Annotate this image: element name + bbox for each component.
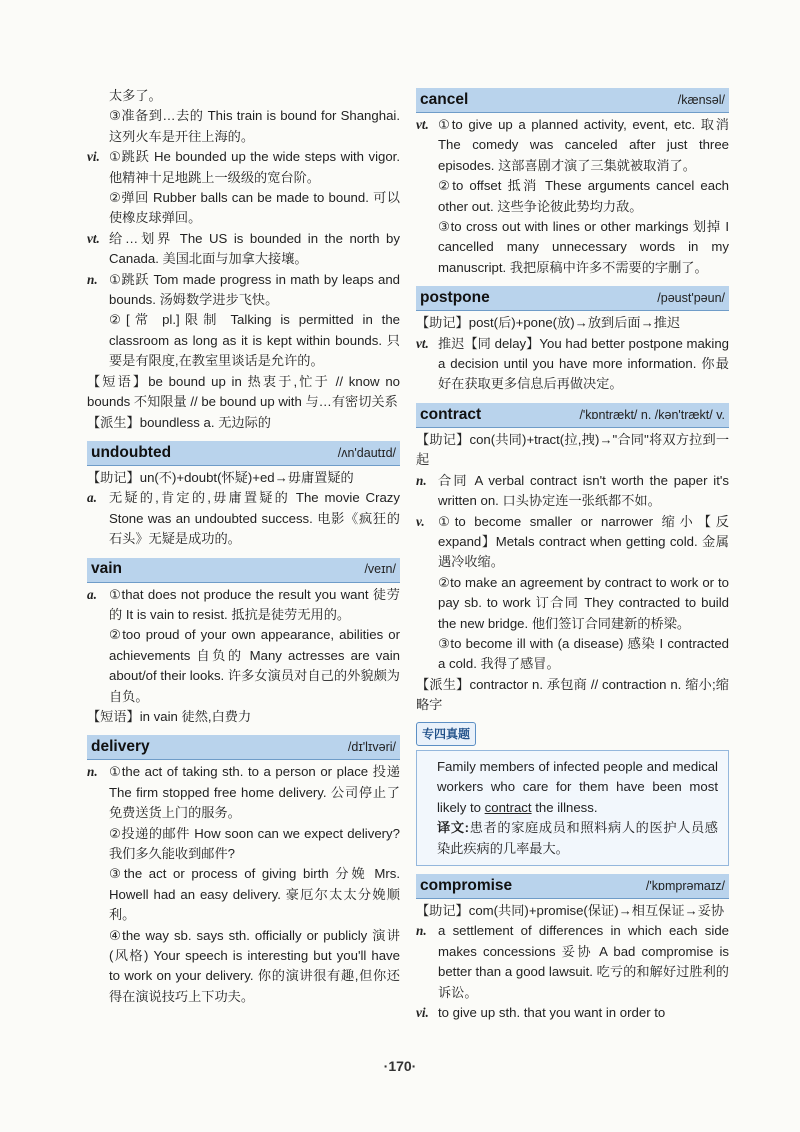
pos-label: vt. (416, 335, 429, 351)
page-number: ·170· (383, 1058, 417, 1074)
pronunciation: /ʌn'dautɪd/ (337, 445, 396, 460)
left-column (87, 86, 400, 1007)
bound-n-sense-1: n. ①跳跃 Tom made progress in math by leaps and bounds. 汤姆数学进步飞快。 (87, 271, 400, 308)
pos-label: v. (416, 513, 425, 529)
headword: contract (420, 405, 482, 423)
headword: postpone (420, 289, 490, 307)
entry-header-undoubted (87, 441, 400, 466)
delivery-n-sense-1: n. ①the act of taking sth. to a person or place 投递 The firm stopped free home delivery. 公司停止了免费送货上门的服务。 (87, 764, 400, 821)
headword: vain (91, 560, 123, 578)
postpone-memo: 【助记】post(后)+pone(放)→放到后面→推迟 (416, 315, 681, 331)
delivery-n-sense-4: ④the way sb. says sth. officially or publicly 演讲(风格) Your speech is interesting but you'll have to work on your delivery. 你的演讲很有趣,但你还得在演说技巧上下功夫。 (109, 927, 400, 1004)
pos-label: vi. (87, 149, 100, 165)
entry-header-contract (416, 403, 729, 428)
translation-tag: 译文: (437, 820, 470, 836)
bound-derivatives: 【派生】boundless a. 无边际的 (87, 414, 271, 430)
headword: cancel (420, 90, 469, 108)
delivery-n-sense-2: ②投递的邮件 How soon can we expect delivery? 我们多久能收到邮件? (109, 825, 400, 861)
entry-header-vain (87, 558, 400, 583)
bound-sense-continued: 太多了。 (109, 88, 162, 103)
headword: undoubted (91, 443, 172, 461)
contract-v-sense-2: ②to make an agreement by contract to work or to pay sb. to work 订合同 They contracted to build the new bridge. 他们签订合同建新的桥梁。 (438, 574, 729, 631)
pronunciation: /dɪ'lɪvəri/ (347, 740, 396, 755)
deriv-tag: 【派生】 (87, 414, 140, 430)
bound-vi-sense-2: ②弹回 Rubber balls can be made to bound. 可以使橡皮球弹回。 (109, 190, 400, 226)
exam-badge: 专四真题 (416, 722, 476, 746)
pos-label: n. (87, 764, 98, 780)
pos-label: n. (87, 271, 98, 287)
compromise-n-sense-1: n. a settlement of differences in which each side makes concessions 妥协 A bad compromise is better than a good lawsuit. 吃亏的和解好过胜利的诉讼。 (416, 923, 729, 1000)
bound-vt-sense-1: vt. 给…划界 The US is bounded in the north by Canada. 美国北面与加拿大接壤。 (87, 230, 400, 267)
compromise-memo: 【助记】com(共同)+promise(保证)→相互保证→妥协 (416, 903, 725, 918)
bound-n-sense-2: ②[常 pl.]限制 Talking is permitted in the classroom as long as it is kept within bounds. 只要是有限度,在教室里谈话是允许的。 (109, 312, 400, 369)
exam-box: Family members of infected people and medical workers who care for them have been most likely to contract the illness. 译文:患者的家庭成员和照料病人的医护人员感染此疾病的几率最大。 (416, 750, 729, 866)
delivery-n-sense-3: ③the act or process of giving birth 分娩 Mrs. Howell had an easy delivery. 豪厄尔太太分娩顺利。 (109, 866, 400, 923)
pronunciation: /pəust'pəun/ (657, 291, 725, 306)
pos-label: n. (416, 923, 427, 939)
pos-label: vi. (416, 1005, 429, 1021)
entry-header-delivery (87, 735, 400, 760)
phrase-tag: 【短语】 (87, 373, 149, 389)
bound-phrases: 【短语】be bound up in 热衷于,忙于 // know no bounds 不知限量 // be bound up with 与…有密切关系 (87, 373, 401, 410)
right-column (416, 84, 729, 1023)
compromise-vi-sense-1: vi. to give up sth. that you want in order to (416, 1003, 729, 1023)
cancel-vt-sense-3: ③to cross out with lines or other markings 划掉 I cancelled many unnecessary words in my manuscript. 我把原稿中许多不需要的字删了。 (438, 219, 729, 275)
contract-v-sense-1: v. ①to become smaller or narrower 缩小【反 expand】Metals contract when getting cold. 金属遇冷收缩。 (416, 513, 729, 570)
entry-header-cancel (416, 88, 729, 113)
contract-v-sense-3: ③to become ill with (a disease) 感染 I contracted a cold. 我得了感冒。 (438, 635, 729, 672)
vain-phrases: 【短语】in vain 徒然,白费力 (87, 708, 252, 724)
pronunciation: /veɪn/ (364, 562, 396, 577)
pronunciation: /'kɒntrækt/ n. /kən'trækt/ v. (579, 407, 725, 422)
vain-a-sense-2: ②too proud of your own appearance, abilities or achievements 自负的 Many actresses are vain about/of their looks. 许多女演员对自己的外貌颇为自负。 (109, 627, 400, 704)
pos-label: n. (416, 472, 427, 488)
contract-n-sense-1: n. 合同 A verbal contract isn't worth the paper it's written on. 口头协定连一张纸都不如。 (416, 472, 729, 509)
contract-memo: 【助记】con(共同)+tract(拉,拽)→"合同"将双方拉到一起 (416, 431, 730, 468)
entry-header-postpone (416, 286, 729, 311)
cancel-vt-sense-2: ②to offset 抵消 These arguments cancel each other out. 这些争论彼此势均力敌。 (438, 178, 729, 214)
exam-keyword: contract (484, 799, 532, 815)
pos-label: a. (87, 490, 97, 506)
translation: 患者的家庭成员和照料病人的医护人员感染此疾病的几率最大。 (437, 820, 718, 856)
undoubted-a-sense-1: a. 无疑的,肯定的,毋庸置疑的 The movie Crazy Stone was an undoubted success. 电影《疯狂的石头》无疑是成功的。 (87, 490, 400, 547)
vain-a-sense-1: a. ①that does not produce the result you want 徒劳的 It is vain to resist. 抵抗是徒劳无用的。 (87, 586, 400, 622)
pronunciation: /kænsəl/ (677, 92, 725, 107)
postpone-vt-sense-1: vt. 推迟【同 delay】You had better postpone making a decision until you have more information. 你最好在获取更多信息后再做决定。 (416, 335, 729, 392)
contract-derivatives: 【派生】contractor n. 承包商 // contraction n. 缩小;缩略字 (416, 676, 729, 713)
bound-vi-sense-1: vi. ①跳跃 He bounded up the wide steps with vigor. 他精神十足地跳上一级级的宽台阶。 (87, 149, 400, 185)
headword: delivery (91, 738, 150, 756)
bound-sense-3: ③准备到…去的 This train is bound for Shanghai. 这列火车是开往上海的。 (109, 108, 400, 144)
headword: compromise (420, 876, 513, 894)
pos-label: a. (87, 586, 97, 602)
pos-label: vt. (416, 117, 429, 132)
pronunciation: /'kɒmprəmaɪz/ (645, 878, 725, 893)
entry-header-compromise (416, 874, 729, 899)
cancel-vt-sense-1: vt. ①to give up a planned activity, event, etc. 取消 The comedy was canceled after just three episodes. 这部喜剧才演了三集就被取消了。 (416, 117, 729, 173)
undoubted-memo: 【助记】un(不)+doubt(怀疑)+ed→毋庸置疑的 (87, 469, 354, 485)
pos-label: vt. (87, 230, 100, 246)
